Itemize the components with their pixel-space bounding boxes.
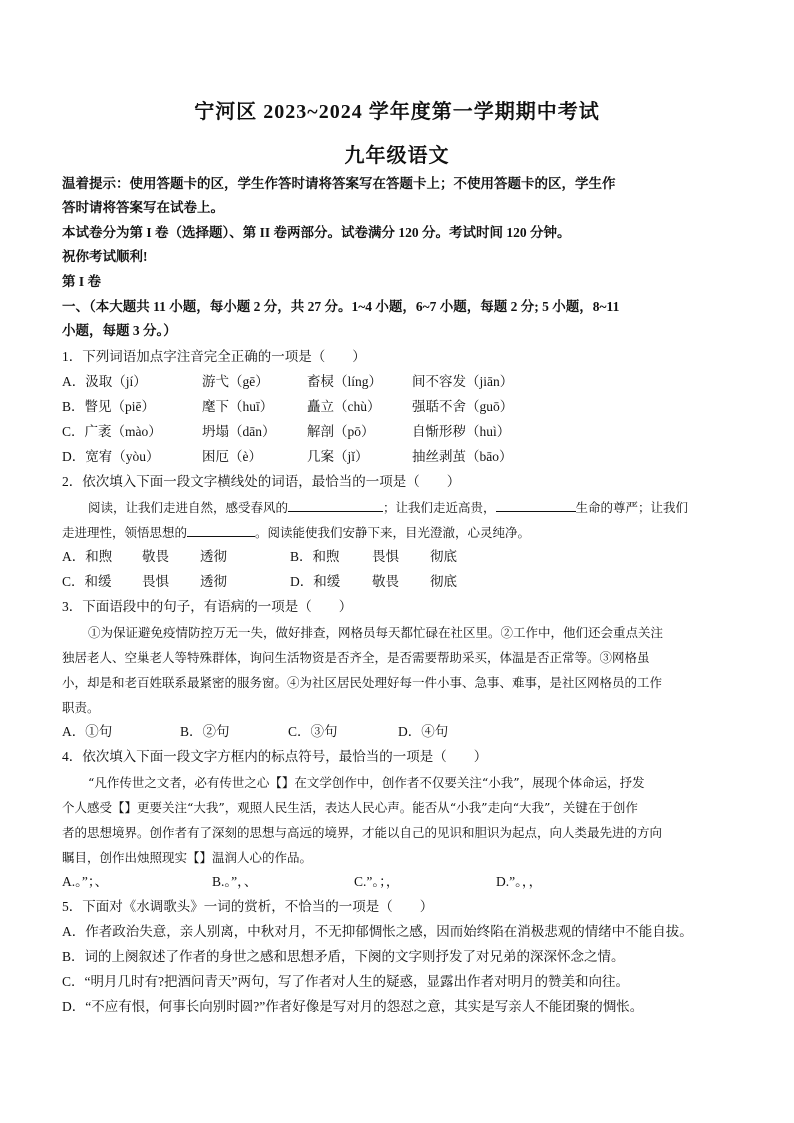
q2-passage-part: 走进理性，领悟思想的 — [62, 525, 188, 540]
volume-heading: 第 I 卷 — [62, 274, 102, 289]
notice-line-3: 本试卷分为第 I 卷（选择题）、第 II 卷两部分。试卷满分 120 分。考试时间 120 分钟。 — [62, 225, 571, 240]
q3-option-c: C．③句 — [288, 724, 338, 739]
q1-a-2: 游弋（gē） — [202, 374, 269, 389]
q1-c-3: 解剖（pō） — [307, 424, 375, 439]
q1-d-3: 几案（jǐ） — [307, 449, 369, 464]
q1-c-1: C．广袤（mào） — [62, 424, 162, 439]
notice-line-1: 温着提示：使用答题卡的区，学生作答时请将答案写在答题卡上；不使用答题卡的区，学生作 — [62, 176, 616, 191]
q3-option-row — [62, 723, 448, 741]
q2-passage-part: 。阅读能使我们安静下来，目光澄澈，心灵纯净。 — [255, 525, 531, 540]
exam-subtitle: 九年级语文 — [344, 145, 450, 167]
fill-blank — [288, 499, 383, 512]
q5-option-b: B．词的上阕叙述了作者的身世之感和思想矛盾，下阕的文字则抒发了对兄弟的深深怀念之情。 — [62, 949, 625, 964]
q4-stem: 4．依次填入下面一段文字方框内的标点符号，最恰当的一项是（ ） — [62, 749, 488, 764]
q1-a-3: 畜棂（líng） — [307, 374, 383, 389]
q1-a-1: A．汲取（jí） — [62, 374, 147, 389]
q2-opt: 透彻 — [200, 549, 227, 564]
q4-option-row — [62, 873, 542, 891]
q2-opt: 畏惧 — [372, 549, 399, 564]
q2-passage-line-1 — [88, 499, 688, 517]
notice-line-4: 祝你考试顺利! — [62, 249, 148, 264]
section-intro-1: 一、（本大题共 11 小题，每小题 2 分，共 27 分。1~4 小题，6~7 小题，每题 2 分; 5 小题，8~11 — [62, 299, 620, 314]
q4-option-b: B.。”，、 — [212, 874, 258, 889]
fill-blank — [187, 524, 255, 537]
q3-option-d: D．④句 — [398, 724, 449, 739]
q4-passage-line-3: 者的思想境界。创作者有了深刻的思想与高远的境界，才能以自己的见识和胆识为起点，向人类最先进的方向 — [62, 825, 663, 840]
q1-option-row — [62, 398, 513, 416]
q3-option-b: B．②句 — [180, 724, 230, 739]
q1-c-2: 坍塌（dān） — [202, 424, 276, 439]
q5-option-c: C．“明月几时有?把酒问青天”两句，写了作者对人生的疑惑，显露出作者对明月的赞美和向往。 — [62, 974, 629, 989]
q1-b-3: 矗立（chù） — [307, 399, 381, 414]
fill-blank — [496, 499, 576, 512]
q5-option-d: D．“不应有恨，何事长向别时圆?”作者好像是写对月的怨怼之意，其实是写亲人不能团聚的惆怅。 — [62, 999, 644, 1014]
q2-opt: A．和煦 — [62, 549, 113, 564]
section-intro-2: 小题，每题 3 分。） — [62, 323, 177, 338]
q1-d-4: 抽丝剥茧（bāo） — [412, 449, 513, 464]
q1-b-2: 麾下（huī） — [202, 399, 274, 414]
q3-passage-line-1: ①为保证避免疫情防控万无一失，做好排查，网格员每天都忙碌在社区里。②工作中，他们还会重点关注 — [88, 625, 664, 640]
q1-d-2: 困厄（è） — [202, 449, 262, 464]
q4-passage-line-2: 个人感受【】更要关注“大我”，观照人民生活，表达人民心声。能否从“小我”走向“大我”，关键在于创作 — [62, 800, 638, 815]
q2-passage-part: ；让我们走近高贵， — [383, 500, 496, 515]
q3-passage-line-4: 职责。 — [62, 700, 100, 715]
q2-opt: D．和缓 — [290, 574, 341, 589]
q3-stem: 3．下面语段中的句子，有语病的一项是（ ） — [62, 599, 353, 614]
q1-option-row — [62, 373, 513, 391]
q1-option-row — [62, 448, 513, 466]
q4-option-a: A.。”；、 — [62, 874, 109, 889]
q1-c-4: 自惭形秽（huì） — [412, 424, 511, 439]
q1-a-4: 间不容发（jiān） — [412, 374, 514, 389]
q1-option-row — [62, 423, 510, 441]
q5-stem: 5．下面对《水调歌头》一词的赏析，不恰当的一项是（ ） — [62, 899, 434, 914]
q1-b-4: 强聒不舍（guō） — [412, 399, 514, 414]
q2-opt: B．和煦 — [290, 549, 340, 564]
q2-passage-part: 生命的尊严；让我们 — [575, 500, 689, 515]
q2-opt: 彻底 — [430, 549, 457, 564]
q3-passage-line-2: 独居老人、空巢老人等特殊群体，询问生活物资是否齐全，是否需要帮助采买，体温是否正常等。③网格虽 — [62, 650, 650, 665]
q4-option-d: D.”。，， — [496, 874, 543, 889]
q4-passage-line-4: 瞩目，创作出烛照现实【】温润人心的作品。 — [62, 850, 313, 865]
q2-opt: 彻底 — [430, 574, 457, 589]
notice-line-2: 答时请将答案写在试卷上。 — [62, 200, 224, 215]
q2-opt: 敬畏 — [372, 574, 399, 589]
q2-opt: 透彻 — [200, 574, 227, 589]
q4-option-c: C.”。；， — [354, 874, 400, 889]
q3-option-a: A．①句 — [62, 724, 113, 739]
exam-title: 宁河区 2023~2024 学年度第一学期期中考试 — [194, 101, 600, 123]
q2-passage-part: 阅读，让我们走进自然，感受春风的 — [88, 500, 289, 515]
q3-passage-line-3: 小，却是和老百姓联系最紧密的服务窗。④为社区居民处理好每一件小事、急事、难事，是社区网格员的工作 — [62, 675, 663, 690]
q4-passage-line-1: “凡作传世之文者，必有传世之心【】在文学创作中，创作者不仅要关注“小我”，展现个体命运，抒发 — [88, 775, 645, 790]
q2-opt: 畏惧 — [142, 574, 169, 589]
q2-stem: 2．依次填入下面一段文字横线处的词语，最恰当的一项是（ ） — [62, 474, 461, 489]
q1-stem: 1．下列词语加点字注音完全正确的一项是（ ） — [62, 349, 366, 364]
q1-d-1: D．宽宥（yòu） — [62, 449, 160, 464]
q2-option-row — [62, 548, 457, 566]
q2-opt: C．和缓 — [62, 574, 112, 589]
q5-option-a: A．作者政治失意，亲人别离，中秋对月，不无抑郁惆怅之感，因而始终陷在消极悲观的情绪中不能自拔。 — [62, 924, 693, 939]
q1-b-1: B．瞥见（piē） — [62, 399, 155, 414]
q2-option-row — [62, 573, 457, 591]
q2-passage-line-2 — [62, 524, 530, 542]
q2-opt: 敬畏 — [142, 549, 169, 564]
